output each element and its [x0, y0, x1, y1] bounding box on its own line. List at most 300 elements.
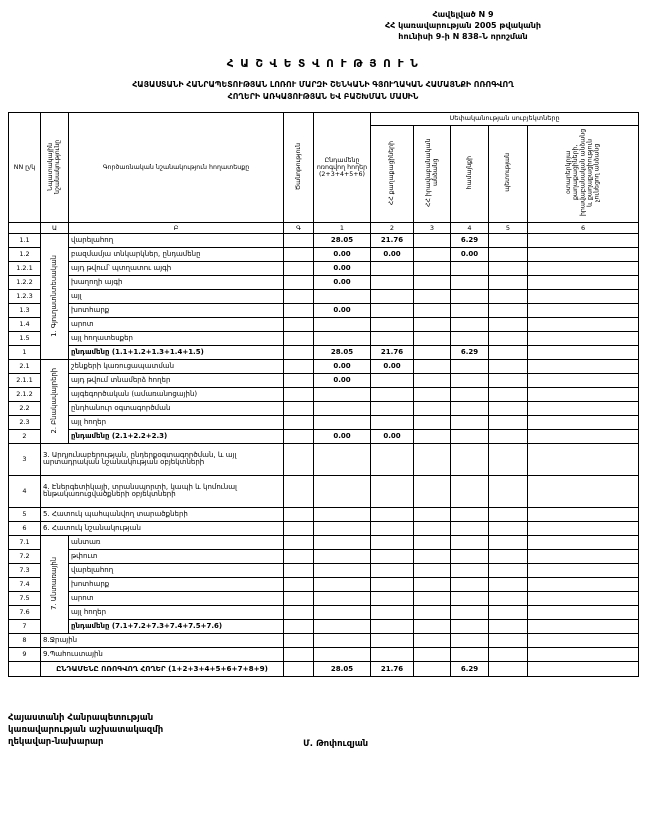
land-type-cell: ընդամենը (1.1+1.2+1.3+1.4+1.5) — [69, 345, 284, 359]
value-cell-legal — [414, 345, 451, 359]
signatory-name: Մ. Թոփուզյան — [303, 738, 369, 749]
column-letter: Բ — [69, 222, 284, 233]
value-cell-community — [451, 563, 489, 577]
state-header-label: պետության — [504, 153, 512, 193]
value-cell-total — [314, 415, 371, 429]
land-type-cell: այլ հողատեսքեր — [69, 331, 284, 345]
value-cell-total — [314, 387, 371, 401]
table-row — [9, 591, 639, 605]
category-cell-agricultural — [41, 233, 69, 359]
value-cell-foreign — [528, 563, 639, 577]
table-row — [9, 275, 639, 289]
value-cell-total: 0.00 — [314, 275, 371, 289]
purpose-header-label: Նպատակային նշանակությունը — [47, 139, 62, 194]
value-cell-community — [451, 401, 489, 415]
value-cell-citizens: 21.76 — [371, 661, 414, 676]
value-cell-community — [451, 605, 489, 619]
value-cell-citizens: 0.00 — [371, 429, 414, 443]
table-row — [9, 303, 639, 317]
col-header-ownership-group: Սեփականության սուբյեկտները — [371, 112, 639, 125]
value-cell-legal — [414, 521, 451, 535]
value-cell-community — [451, 633, 489, 647]
value-cell-total: 28.05 — [314, 345, 371, 359]
value-cell-total — [314, 633, 371, 647]
land-type-cell: այդ թվում՝ պտղատու այգի — [69, 261, 284, 275]
value-cell-legal — [414, 289, 451, 303]
value-cell-state — [489, 387, 528, 401]
table-row — [9, 387, 639, 401]
row-number-cell: 6 — [9, 521, 41, 535]
column-letter: 5 — [489, 222, 528, 233]
note-cell — [284, 591, 314, 605]
signature-block — [8, 713, 638, 749]
value-cell-legal — [414, 661, 451, 676]
value-cell-total — [314, 591, 371, 605]
decree-line-1: ՀՀ կառավարության 2005 թվականի — [384, 20, 542, 30]
table-row — [9, 415, 639, 429]
value-cell-state — [489, 661, 528, 676]
land-type-cell: ընդամենը (7.1+7.2+7.3+7.4+7.5+7.6) — [69, 619, 284, 633]
value-cell-total: 28.05 — [314, 661, 371, 676]
row-number-cell: 7.5 — [9, 591, 41, 605]
land-type-cell: թփուտ — [69, 549, 284, 563]
note-cell — [284, 549, 314, 563]
table-row — [9, 289, 639, 303]
value-cell-foreign — [528, 577, 639, 591]
subtitle-line-1: ՀԱՅԱՍՏԱՆԻ ՀԱՆՐԱՊԵՏՈՒԹՅԱՆ ԼՈՌՈՒ ՄԱՐԶԻ ՇԵՆԿԱՆԻ ԳՅՈՒՂԱԿԱՆ ՀԱՄԱՅՆՔԻ ՈՌՈԳՎՈՂ — [132, 80, 514, 90]
row-number-cell: 2.2 — [9, 401, 41, 415]
value-cell-citizens — [371, 619, 414, 633]
value-cell-legal — [414, 577, 451, 591]
value-cell-community — [451, 549, 489, 563]
value-cell-legal — [414, 359, 451, 373]
land-type-cell: այլ հողեր — [69, 415, 284, 429]
column-letter: 4 — [451, 222, 489, 233]
value-cell-legal — [414, 429, 451, 443]
value-cell-community: 6.29 — [451, 345, 489, 359]
note-cell — [284, 261, 314, 275]
value-cell-citizens — [371, 443, 414, 475]
row-number-cell: 1.2.2 — [9, 275, 41, 289]
value-cell-total — [314, 577, 371, 591]
value-cell-legal — [414, 387, 451, 401]
row-number-cell: 2.1.2 — [9, 387, 41, 401]
column-letter: 3 — [414, 222, 451, 233]
col-header-purpose — [41, 112, 69, 222]
value-cell-foreign — [528, 619, 639, 633]
value-cell-citizens — [371, 289, 414, 303]
value-cell-total — [314, 619, 371, 633]
value-cell-citizens — [371, 591, 414, 605]
land-type-cell: արոտ — [69, 591, 284, 605]
category-label: 2. Բնակավայրերի — [49, 367, 58, 434]
land-type-cell: 3. Արդյունաբերության, ընդերքօգտագործման, և այլ արտադրական նշանակության օբյեկտների — [41, 443, 284, 475]
value-cell-community — [451, 317, 489, 331]
value-cell-total — [314, 317, 371, 331]
note-cell — [284, 619, 314, 633]
value-cell-foreign — [528, 359, 639, 373]
value-cell-total — [314, 507, 371, 521]
column-letter: 1 — [314, 222, 371, 233]
value-cell-foreign — [528, 591, 639, 605]
value-cell-total — [314, 331, 371, 345]
note-cell — [284, 661, 314, 676]
row-number-cell: 1.2.3 — [9, 289, 41, 303]
value-cell-community — [451, 359, 489, 373]
value-cell-legal — [414, 619, 451, 633]
note-cell — [284, 535, 314, 549]
value-cell-state — [489, 507, 528, 521]
row-number-cell: 2 — [9, 429, 41, 443]
row-number-cell: 1.1 — [9, 233, 41, 247]
row-number-cell: 1.3 — [9, 303, 41, 317]
report-subtitle — [8, 79, 638, 102]
appendix-number: Հավելված N 9 — [432, 10, 494, 19]
column-letter: Ա — [41, 222, 69, 233]
value-cell-citizens: 21.76 — [371, 233, 414, 247]
row-number-cell: 3 — [9, 443, 41, 475]
value-cell-total — [314, 535, 371, 549]
col-header-functional: Գործառնական նշանակություն հողատեսքը — [69, 112, 284, 222]
value-cell-state — [489, 475, 528, 507]
value-cell-foreign — [528, 661, 639, 676]
col-header-total: Ընդամենը ոռոգվող հողեր (2+3+4+5+6) — [314, 112, 371, 222]
value-cell-citizens — [371, 633, 414, 647]
table-row — [9, 475, 639, 507]
table-row — [9, 647, 639, 661]
value-cell-citizens: 0.00 — [371, 247, 414, 261]
col-header-state — [489, 125, 528, 222]
grand-total-label: ԸՆԴԱՄԵՆԸ ՈՌՈԳՎՈՂ ՀՈՂԵՐ (1+2+3+4+5+6+7+8+9) — [41, 661, 284, 676]
value-cell-legal — [414, 401, 451, 415]
grand-total-row — [9, 661, 639, 676]
value-cell-legal — [414, 591, 451, 605]
row-number-cell: 7.3 — [9, 563, 41, 577]
note-cell — [284, 521, 314, 535]
note-cell — [284, 415, 314, 429]
value-cell-community — [451, 275, 489, 289]
value-cell-community — [451, 415, 489, 429]
value-cell-foreign — [528, 233, 639, 247]
value-cell-state — [489, 289, 528, 303]
value-cell-legal — [414, 563, 451, 577]
note-cell — [284, 359, 314, 373]
land-type-cell: այգեգործական (ամառանոցային) — [69, 387, 284, 401]
category-cell-forest — [41, 535, 69, 633]
note-cell — [284, 443, 314, 475]
value-cell-community — [451, 387, 489, 401]
value-cell-state — [489, 275, 528, 289]
column-letter — [9, 222, 41, 233]
value-cell-foreign — [528, 331, 639, 345]
signatory-title-line-3: ղեկավար-նախարար — [8, 736, 104, 747]
value-cell-foreign — [528, 605, 639, 619]
note-cell — [284, 387, 314, 401]
value-cell-citizens — [371, 275, 414, 289]
value-cell-community — [451, 577, 489, 591]
note-cell — [284, 289, 314, 303]
value-cell-state — [489, 233, 528, 247]
value-cell-legal — [414, 535, 451, 549]
value-cell-citizens — [371, 373, 414, 387]
value-cell-citizens — [371, 415, 414, 429]
value-cell-total — [314, 443, 371, 475]
land-type-cell: 6. Հատուկ նշանակության — [41, 521, 284, 535]
row-number-cell: 2.1 — [9, 359, 41, 373]
value-cell-state — [489, 373, 528, 387]
table-row — [9, 549, 639, 563]
signatory-title-line-2: կառավարության աշխատակազմի — [8, 724, 164, 735]
value-cell-state — [489, 521, 528, 535]
note-header-label: Ծանոթություն — [294, 142, 302, 190]
value-cell-foreign — [528, 289, 639, 303]
table-row — [9, 633, 639, 647]
land-type-cell: խոտհարք — [69, 577, 284, 591]
value-cell-state — [489, 563, 528, 577]
row-number-cell: 1.2 — [9, 247, 41, 261]
value-cell-foreign — [528, 303, 639, 317]
report-table — [8, 112, 639, 677]
value-cell-legal — [414, 475, 451, 507]
value-cell-foreign — [528, 373, 639, 387]
table-row — [9, 577, 639, 591]
row-number-cell: 5 — [9, 507, 41, 521]
decree-line-2: հունիսի 9-ի N 838-Ն որոշման — [398, 31, 528, 41]
note-cell — [284, 401, 314, 415]
value-cell-state — [489, 247, 528, 261]
value-cell-community — [451, 507, 489, 521]
value-cell-citizens — [371, 549, 414, 563]
value-cell-legal — [414, 317, 451, 331]
table-row — [9, 247, 639, 261]
value-cell-foreign — [528, 317, 639, 331]
value-cell-community — [451, 443, 489, 475]
value-cell-legal — [414, 633, 451, 647]
row-number-cell: 2.3 — [9, 415, 41, 429]
table-row — [9, 359, 639, 373]
table-row — [9, 605, 639, 619]
row-number-cell: 1.5 — [9, 331, 41, 345]
value-cell-community — [451, 373, 489, 387]
value-cell-total: 0.00 — [314, 429, 371, 443]
value-cell-citizens — [371, 331, 414, 345]
value-cell-community — [451, 591, 489, 605]
row-number-cell: 1.4 — [9, 317, 41, 331]
row-number-cell: 7.6 — [9, 605, 41, 619]
value-cell-state — [489, 429, 528, 443]
value-cell-total: 0.00 — [314, 261, 371, 275]
row-number-cell: 1 — [9, 345, 41, 359]
table-row — [9, 429, 639, 443]
value-cell-total — [314, 475, 371, 507]
report-title: Հ Ա Շ Վ Ե Տ Վ Ո Ւ Թ Յ Ո Ւ Ն — [226, 58, 420, 71]
row-number-cell: 4 — [9, 475, 41, 507]
value-cell-citizens — [371, 647, 414, 661]
subtitle-line-2: ՀՈՂԵՐԻ ԱՌԿԱՅՈՒԹՅԱՆ ԵՎ ԲԱՇԽՄԱՆ ՄԱՍԻՆ — [227, 91, 419, 101]
note-cell — [284, 247, 314, 261]
value-cell-foreign — [528, 475, 639, 507]
land-type-cell: վարելահող — [69, 233, 284, 247]
note-cell — [284, 275, 314, 289]
col-header-community — [451, 125, 489, 222]
note-cell — [284, 373, 314, 387]
land-type-cell: շենքերի կառուցապատման — [69, 359, 284, 373]
row-number-cell: 1.2.1 — [9, 261, 41, 275]
land-type-cell: ընդհանուր օգտագործման — [69, 401, 284, 415]
value-cell-state — [489, 401, 528, 415]
note-cell — [284, 303, 314, 317]
land-type-cell: անտառ — [69, 535, 284, 549]
value-cell-foreign — [528, 443, 639, 475]
value-cell-community — [451, 303, 489, 317]
value-cell-community — [451, 521, 489, 535]
value-cell-state — [489, 619, 528, 633]
row-number-cell: 7.4 — [9, 577, 41, 591]
value-cell-state — [489, 633, 528, 647]
note-cell — [284, 345, 314, 359]
table-row — [9, 331, 639, 345]
value-cell-state — [489, 577, 528, 591]
citizens-header-label: ՀՀ քաղաքացիների — [388, 140, 396, 205]
value-cell-community — [451, 289, 489, 303]
land-type-cell: 8.Ջրային — [41, 633, 284, 647]
value-cell-legal — [414, 303, 451, 317]
land-type-cell: խոտհարք — [69, 303, 284, 317]
table-row — [9, 401, 639, 415]
row-number-cell: 2.1.1 — [9, 373, 41, 387]
col-header-nn: NN ը/կ — [9, 112, 41, 222]
land-type-cell: ընդամենը (2.1+2.2+2.3) — [69, 429, 284, 443]
appendix-block — [288, 10, 638, 42]
value-cell-state — [489, 549, 528, 563]
value-cell-community — [451, 429, 489, 443]
value-cell-community: 0.00 — [451, 247, 489, 261]
value-cell-foreign — [528, 521, 639, 535]
value-cell-total — [314, 401, 371, 415]
value-cell-total — [314, 647, 371, 661]
land-type-cell: այլ — [69, 289, 284, 303]
col-header-citizens — [371, 125, 414, 222]
value-cell-citizens: 21.76 — [371, 345, 414, 359]
value-cell-community: 6.29 — [451, 661, 489, 676]
table-row — [9, 507, 639, 521]
row-number-cell: 7 — [9, 619, 41, 633]
land-type-cell: 4. Էներգետիկայի, տրանսպորտի, կապի և կոմունալ ենթակառուցվածքների օբյեկտների — [41, 475, 284, 507]
table-row — [9, 535, 639, 549]
value-cell-state — [489, 591, 528, 605]
value-cell-total: 0.00 — [314, 303, 371, 317]
table-row — [9, 373, 639, 387]
value-cell-state — [489, 605, 528, 619]
legal-header-label: ՀՀ իրավաբանական անձանց — [424, 138, 439, 208]
value-cell-citizens — [371, 401, 414, 415]
value-cell-legal — [414, 331, 451, 345]
value-cell-legal — [414, 647, 451, 661]
land-type-cell: 5. Հատուկ պահպանվող տարածքների — [41, 507, 284, 521]
column-letter: 2 — [371, 222, 414, 233]
value-cell-community: 6.29 — [451, 233, 489, 247]
note-cell — [284, 429, 314, 443]
col-header-legal-entities — [414, 125, 451, 222]
value-cell-citizens — [371, 521, 414, 535]
value-cell-state — [489, 415, 528, 429]
table-row — [9, 261, 639, 275]
value-cell-community — [451, 475, 489, 507]
value-cell-legal — [414, 261, 451, 275]
value-cell-foreign — [528, 535, 639, 549]
value-cell-community — [451, 619, 489, 633]
row-number-cell — [9, 661, 41, 676]
community-header-label: համայնքի — [465, 156, 473, 190]
table-row — [9, 233, 639, 247]
value-cell-citizens — [371, 303, 414, 317]
value-cell-state — [489, 443, 528, 475]
table-row — [9, 443, 639, 475]
table-row — [9, 619, 639, 633]
value-cell-citizens — [371, 605, 414, 619]
column-letter: Գ — [284, 222, 314, 233]
row-number-cell: 7.1 — [9, 535, 41, 549]
note-cell — [284, 605, 314, 619]
value-cell-foreign — [528, 275, 639, 289]
note-cell — [284, 647, 314, 661]
value-cell-total — [314, 521, 371, 535]
column-letter: 6 — [528, 222, 639, 233]
value-cell-total — [314, 605, 371, 619]
value-cell-state — [489, 359, 528, 373]
value-cell-community — [451, 535, 489, 549]
table-row — [9, 563, 639, 577]
value-cell-citizens — [371, 507, 414, 521]
value-cell-state — [489, 331, 528, 345]
category-label: 1. Գյուղատնտեսական — [49, 254, 58, 337]
row-number-cell: 9 — [9, 647, 41, 661]
note-cell — [284, 331, 314, 345]
value-cell-state — [489, 647, 528, 661]
value-cell-foreign — [528, 633, 639, 647]
note-cell — [284, 563, 314, 577]
value-cell-citizens — [371, 475, 414, 507]
value-cell-legal — [414, 373, 451, 387]
note-cell — [284, 475, 314, 507]
land-type-cell: բազմամյա տնկարկներ, ընդամենը — [69, 247, 284, 261]
col-header-note — [284, 112, 314, 222]
value-cell-citizens: 0.00 — [371, 359, 414, 373]
value-cell-legal — [414, 443, 451, 475]
value-cell-foreign — [528, 415, 639, 429]
value-cell-citizens — [371, 563, 414, 577]
value-cell-foreign — [528, 507, 639, 521]
value-cell-foreign — [528, 647, 639, 661]
value-cell-foreign — [528, 261, 639, 275]
signatory-title — [8, 713, 163, 749]
value-cell-citizens — [371, 317, 414, 331]
note-cell — [284, 633, 314, 647]
value-cell-state — [489, 345, 528, 359]
value-cell-total: 0.00 — [314, 359, 371, 373]
value-cell-foreign — [528, 345, 639, 359]
row-number-cell: 8 — [9, 633, 41, 647]
land-type-cell: վարելահող — [69, 563, 284, 577]
value-cell-foreign — [528, 247, 639, 261]
value-cell-state — [489, 535, 528, 549]
note-cell — [284, 233, 314, 247]
category-label: 7. Անտառային — [49, 557, 58, 610]
value-cell-foreign — [528, 387, 639, 401]
note-cell — [284, 507, 314, 521]
value-cell-legal — [414, 415, 451, 429]
value-cell-citizens — [371, 261, 414, 275]
